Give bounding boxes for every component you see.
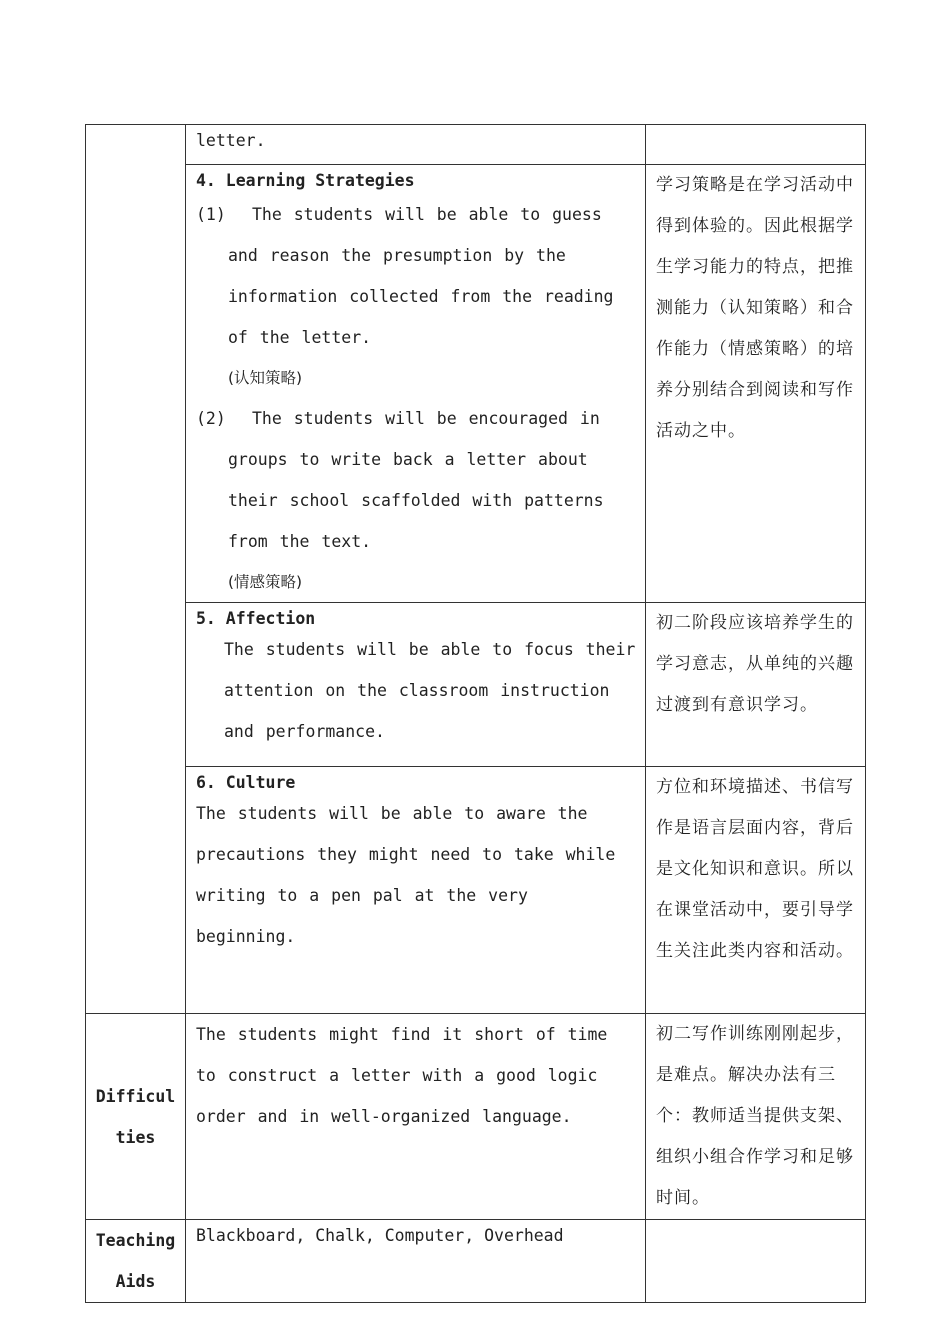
affection-heading: 5. Affection xyxy=(196,609,316,628)
strategy-item-2-tag: (情感策略) xyxy=(228,573,303,591)
strategies-heading: 4. Learning Strategies xyxy=(196,171,415,190)
difficulties-label-cell xyxy=(86,1014,186,1220)
row-culture xyxy=(86,767,866,1014)
culture-note-cell xyxy=(646,767,866,1014)
row-teaching-aids xyxy=(86,1220,866,1303)
difficulties-label-line-1: Difficul xyxy=(95,1086,176,1106)
strategies-note: 学习策略是在学习活动中得到体验的。因此根据学生学习能力的特点，把推测能力（认知策略）和合作能力（情感策略）的培养分别结合到阅读和写作活动之中。 xyxy=(656,175,854,441)
strategy-item-2-text: The students will be encouraged in groups to write back a letter about their school scaffolded with patterns from the text. xyxy=(228,409,604,551)
continuation-content xyxy=(186,125,646,165)
row-affection xyxy=(86,603,866,767)
strategy-item-1 xyxy=(196,194,637,398)
affection-text: The students will be able to focus their attention on the classroom instruction and performance. xyxy=(224,640,636,741)
culture-content xyxy=(186,767,646,1014)
strategies-note-cell xyxy=(646,165,866,603)
culture-heading: 6. Culture xyxy=(196,773,296,792)
strategy-item-2 xyxy=(196,398,637,602)
aids-note-cell xyxy=(646,1220,866,1303)
difficulties-note: 初二写作训练刚刚起步，是难点。解决办法有三个：教师适当提供支架、组织小组合作学习和足够时间。 xyxy=(656,1024,854,1208)
aids-text: Blackboard, Chalk, Computer, Overhead xyxy=(196,1226,564,1245)
affection-content xyxy=(186,603,646,767)
strategies-content xyxy=(186,165,646,603)
difficulties-label-line-2: ties xyxy=(115,1127,156,1147)
culture-text: The students will be able to aware the precautions they might need to take while writing to a pen pal at the very beginning. xyxy=(196,804,616,946)
affection-note: 初二阶段应该培养学生的学习意志，从单纯的兴趣过渡到有意识学习。 xyxy=(656,613,854,715)
aids-content xyxy=(186,1220,646,1303)
affection-note-cell xyxy=(646,603,866,767)
continuation-note xyxy=(646,125,866,165)
teaching-plan-table xyxy=(85,124,866,1303)
difficulties-text: The students might find it short of time to construct a letter with a good logic order and in well-organized language. xyxy=(196,1025,608,1126)
objectives-label-cell xyxy=(86,125,186,1014)
difficulties-note-cell xyxy=(646,1014,866,1220)
row-difficulties xyxy=(86,1014,866,1220)
row-continuation xyxy=(86,125,866,165)
continuation-text: letter. xyxy=(196,131,266,150)
aids-label-line-2: Aids xyxy=(115,1272,156,1291)
strategy-item-2-number: (2) xyxy=(196,409,226,428)
strategy-item-1-tag: (认知策略) xyxy=(228,369,303,387)
culture-note: 方位和环境描述、书信写作是语言层面内容，背后是文化知识和意识。所以在课堂活动中，要引导学生关注此类内容和活动。 xyxy=(656,777,854,961)
row-learning-strategies xyxy=(86,165,866,603)
aids-label-cell xyxy=(86,1220,186,1303)
strategy-item-1-number: (1) xyxy=(196,205,226,224)
difficulties-content xyxy=(186,1014,646,1220)
aids-label-line-1: Teaching xyxy=(95,1231,176,1250)
strategy-item-1-text: The students will be able to guess and reason the presumption by the information collected from the reading of the letter. xyxy=(228,205,614,347)
